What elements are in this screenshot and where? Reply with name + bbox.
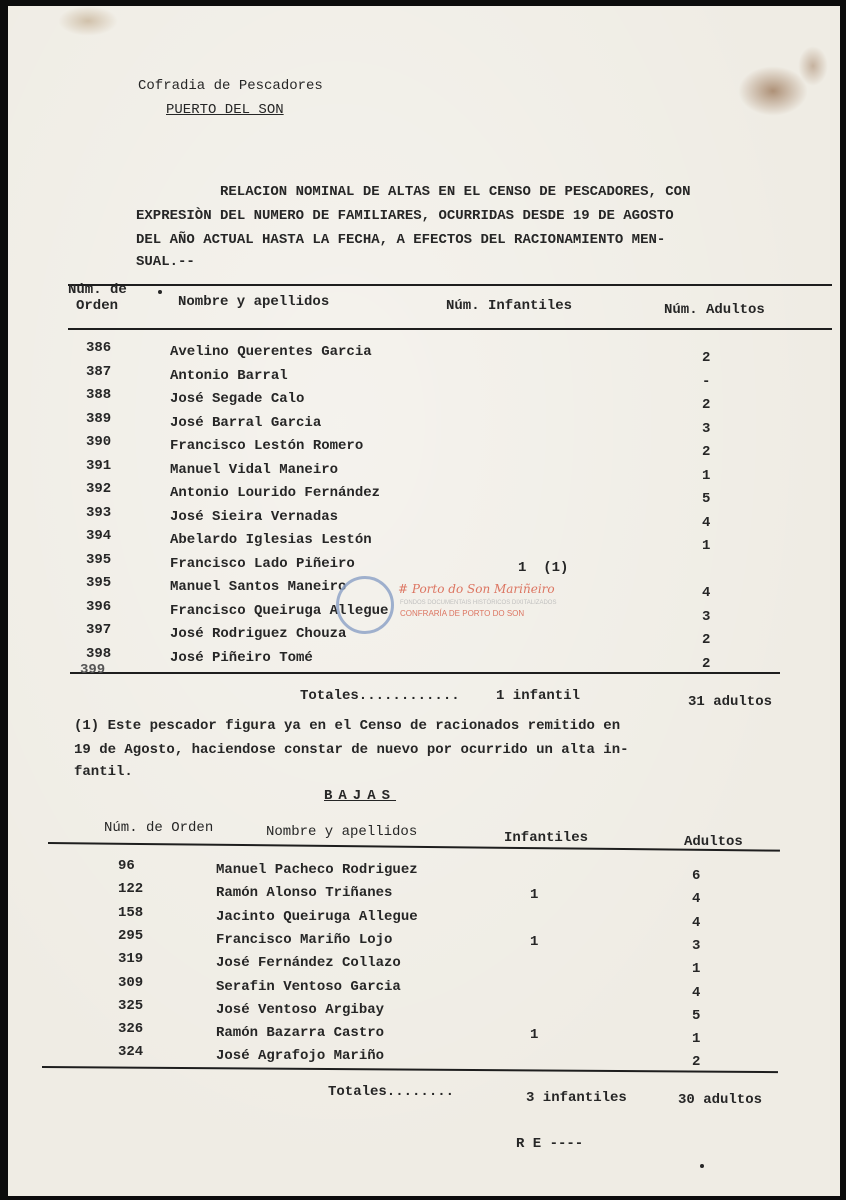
table-row-name: José Ventoso Argibay (216, 1001, 385, 1018)
altas-header-orden-2: Orden (76, 298, 119, 314)
table-row-name: José Sieira Vernadas (170, 508, 339, 525)
table-row-number: 398 (86, 645, 112, 662)
altas-header-nombre: Nombre y apellidos (178, 294, 330, 310)
bullet-dot (158, 290, 162, 294)
table-row-adultos: 1 (692, 1031, 701, 1048)
stain-mark (58, 6, 118, 36)
table-row-adultos: 4 (702, 585, 711, 601)
altas-totals-label: Totales............ (300, 688, 460, 704)
table-row-adultos: 4 (692, 984, 701, 1001)
table-row-name: Manuel Pacheco Rodriguez (216, 862, 418, 878)
table-row-adultos: 3 (692, 937, 701, 954)
bajas-header-nombre: Nombre y apellidos (266, 824, 418, 840)
table-row-name: José Rodriguez Chouza (170, 626, 347, 642)
bajas-header-orden: Núm. de Orden (104, 820, 214, 836)
table-row-adultos: 2 (702, 350, 711, 366)
altas-top-rule (68, 284, 832, 286)
bajas-header-adultos: Adultos (684, 834, 743, 850)
table-row-number: 122 (118, 881, 144, 898)
table-row-name: Manuel Santos Maneiro (170, 579, 347, 595)
table-row-adultos: 5 (692, 1007, 701, 1024)
table-row-number: 319 (118, 951, 144, 968)
table-row-infantiles: 1 (530, 1027, 539, 1044)
table-row-adultos: - (702, 373, 711, 390)
table-row-number: 386 (86, 340, 112, 356)
seal-icon (336, 576, 394, 634)
intro-line-4: SUAL.-- (136, 254, 195, 270)
altas-totals-adultos: 31 adultos (688, 694, 773, 710)
table-row-name: Francisco Lado Piñeiro (170, 555, 355, 572)
document-page (8, 6, 840, 1196)
altas-header-rule (68, 328, 832, 330)
table-row-name: Francisco Queiruga Allegue (170, 602, 389, 619)
table-row-number: 309 (118, 974, 144, 991)
table-row-name: Ramón Bazarra Castro (216, 1025, 385, 1042)
table-row-number: 325 (118, 997, 144, 1014)
table-row-adultos: 2 (702, 397, 711, 413)
table-row-number: 393 (86, 504, 112, 521)
bajas-totals-label: Totales........ (328, 1084, 455, 1100)
altas-header-adultos: Núm. Adultos (664, 302, 765, 318)
table-row-name: Ramón Alonso Triñanes (216, 885, 393, 902)
table-row-adultos: 6 (692, 868, 701, 884)
table-row-name: Antonio Barral (170, 367, 288, 384)
port-name: PUERTO DEL SON (166, 102, 284, 118)
altas-bottom-rule (70, 672, 780, 674)
table-row-name: José Segade Calo (170, 391, 305, 407)
bajas-header-infantiles: Infantiles (504, 830, 589, 846)
altas-header-orden-1: Núm. de (68, 282, 127, 298)
table-row-name: José Barral Garcia (170, 414, 322, 431)
table-row-adultos: 1 (702, 538, 711, 554)
table-row-name: Serafin Ventoso Garcia (216, 978, 401, 995)
intro-line-1: RELACION NOMINAL DE ALTAS EN EL CENSO DE PESCADORES, CON (220, 184, 691, 200)
note-line-1: (1) Este pescador figura ya en el Censo de racionados remitido en (74, 718, 621, 734)
table-row-adultos: 2 (702, 632, 711, 648)
table-row-adultos: 2 (702, 655, 711, 672)
table-row-number: 394 (86, 528, 112, 544)
table-row-number: 397 (86, 622, 112, 638)
table-row-infantiles: 1 (1) (518, 559, 569, 576)
table-row-adultos: 5 (702, 491, 711, 507)
table-row-name: José Piñeiro Tomé (170, 649, 313, 666)
table-row-number: 295 (118, 927, 144, 944)
bottom-dot (700, 1164, 704, 1168)
stain-mark (798, 46, 828, 86)
table-row-number: 392 (86, 481, 112, 497)
table-row-number: 395 (86, 551, 112, 568)
table-row-adultos: 1 (702, 467, 711, 484)
table-row-number: 96 (118, 858, 135, 874)
continuation-mark: R E ---- (516, 1136, 584, 1152)
bajas-header-rule (48, 842, 780, 852)
watermark-org: CONFRARÍA DE PORTO DO SON (400, 609, 525, 618)
table-row-number: 396 (86, 598, 112, 615)
table-row-number: 387 (86, 363, 112, 380)
table-row-adultos: 2 (692, 1054, 701, 1071)
table-row-infantiles: 1 (530, 933, 539, 950)
table-row-adultos: 4 (702, 514, 711, 531)
altas-totals-infantiles: 1 infantil (496, 688, 581, 704)
bajas-totals-infantiles: 3 infantiles (526, 1090, 627, 1106)
table-row-name: José Fernández Collazo (216, 955, 401, 972)
note-line-2: 19 de Agosto, haciendose constar de nuevo por ocurrido un alta in- (74, 742, 629, 758)
table-row-name: José Agrafojo Mariño (216, 1048, 385, 1065)
table-row-name: Francisco Mariño Lojo (216, 931, 393, 948)
bajas-title: BAJAS (324, 788, 397, 804)
table-row-adultos: 4 (692, 914, 701, 931)
table-row-number: 158 (118, 904, 144, 921)
table-row-name: Abelardo Iglesias Lestón (170, 532, 372, 548)
table-row-number: 388 (86, 387, 112, 403)
altas-header-infantiles: Núm. Infantiles (446, 298, 573, 314)
bajas-bottom-rule (42, 1066, 778, 1073)
table-row-infantiles: 1 (530, 887, 539, 904)
note-line-3: fantil. (74, 764, 133, 780)
bajas-totals-adultos: 30 adultos (678, 1092, 763, 1108)
table-row-number: 324 (118, 1044, 144, 1061)
watermark-title: # Porto do Son Mariñeiro (398, 582, 555, 596)
table-row-adultos: 2 (702, 444, 711, 460)
table-row-name: Jacinto Queiruga Allegue (216, 908, 418, 925)
table-row-number: 326 (118, 1021, 144, 1038)
org-name: Cofradia de Pescadores (138, 78, 323, 94)
altas-trailing-num: 399 (80, 662, 106, 678)
watermark-subtitle: FONDOS DOCUMENTAIS HISTÓRICOS DIXITALIZADOS (400, 600, 557, 606)
intro-line-3: DEL AÑO ACTUAL HASTA LA FECHA, A EFECTOS DEL RACIONAMIENTO MEN- (136, 232, 666, 248)
table-row-number: 391 (86, 457, 112, 474)
table-row-name: Francisco Lestón Romero (170, 438, 364, 454)
table-row-name: Manuel Vidal Maneiro (170, 461, 339, 478)
intro-line-2: EXPRESIÒN DEL NUMERO DE FAMILIARES, OCURRIDAS DESDE 19 DE AGOSTO (136, 208, 674, 224)
table-row-name: Avelino Querentes Garcia (170, 344, 372, 360)
table-row-number: 395 (86, 575, 112, 591)
table-row-adultos: 3 (702, 420, 711, 437)
archive-watermark (326, 574, 557, 650)
table-row-adultos: 1 (692, 961, 701, 978)
stain-mark (738, 66, 808, 116)
table-row-adultos: 4 (692, 891, 701, 908)
table-row-adultos: 3 (702, 608, 711, 625)
table-row-name: Antonio Lourido Fernández (170, 485, 381, 501)
table-row-number: 389 (86, 410, 112, 427)
table-row-number: 390 (86, 434, 112, 450)
